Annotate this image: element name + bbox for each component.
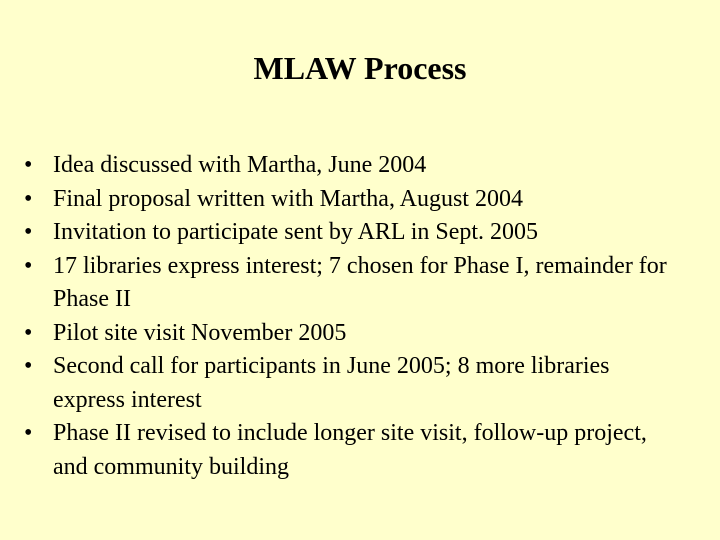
bullet-icon: • <box>24 152 33 178</box>
bullet-text: Second call for participants in June 2005; 8 more libraries express interest <box>53 353 610 413</box>
bullet-icon: • <box>24 185 33 212</box>
bullet-text: Idea discussed with Martha, June 2004 <box>53 152 427 178</box>
list-item <box>22 317 682 351</box>
bullet-icon: • <box>24 252 33 279</box>
bullet-text: Final proposal written with Martha, August 2004 <box>53 185 523 212</box>
bullet-icon: • <box>24 319 33 346</box>
slide-title: MLAW Process <box>253 50 467 86</box>
bullet-text: Pilot site visit November 2005 <box>53 319 347 346</box>
list-item <box>22 149 682 183</box>
bullet-text: Phase II revised to include longer site visit, follow-up project, and community building <box>53 420 647 480</box>
bullet-list <box>22 149 682 484</box>
bullet-icon: • <box>24 420 33 446</box>
bullet-icon: • <box>24 219 33 245</box>
list-item <box>22 250 682 317</box>
bullet-icon: • <box>24 353 33 379</box>
bullet-text: Invitation to participate sent by ARL in Sept. 2005 <box>53 219 539 245</box>
list-item <box>22 417 682 484</box>
list-item <box>22 183 682 217</box>
bullet-text: 17 libraries express interest; 7 chosen for Phase I, remainder for Phase II <box>53 252 667 312</box>
list-item <box>22 350 682 417</box>
list-item <box>22 216 682 250</box>
